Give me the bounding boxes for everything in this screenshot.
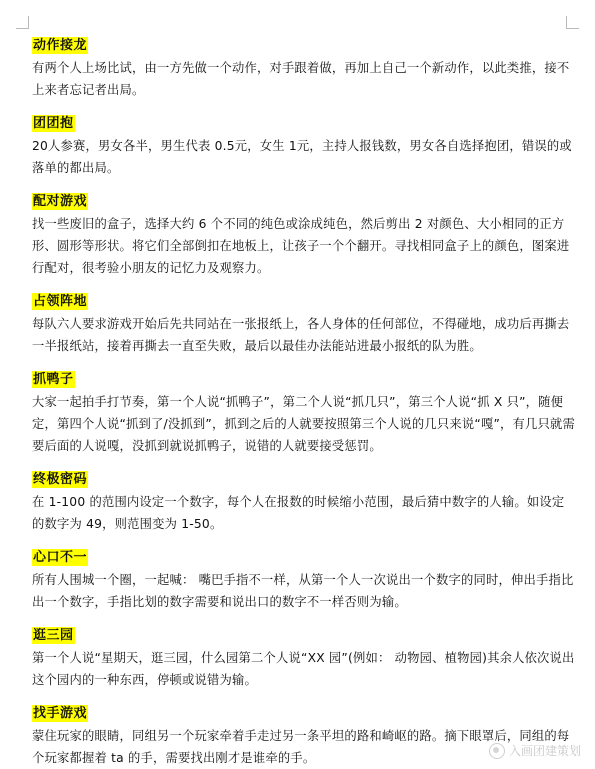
section-title: 占领阵地 [33,294,88,309]
section-body: 蒙住玩家的眼睛，同组另一个玩家牵着手走过另一条平坦的路和崎岖的路。摘下眼罩后，同组的每个玩家都握着 ta 的手，需要找出刚才是谁牵的手。 [32,729,570,765]
watermark-text: 入画团建策划 [508,744,581,758]
section-body: 大家一起拍手打节奏，第一个人说“抓鸭子”，第二个人说“抓几只”，第三个人说“抓 X 只”，随便定，第四个人说“抓到了/没抓到”，抓到之后的人就要按照第三个人说的几只来说“嘎”，有几只就需要后面的人说嘎，没抓到就说抓鸭子，说错的人就要接受惩罚。 [32,395,575,453]
section-body: 第一个人说“星期天，逛三园，什么园第二个人说“XX 园”(例如： 动物园、植物园)其余人依次说出这个园内的一种东西，停顿或说错为输。 [32,651,575,687]
weibo-logo-icon [489,743,505,759]
game-section [30,112,575,179]
section-title: 抓鸭子 [33,372,74,387]
document-content [30,34,575,769]
game-section [30,468,575,535]
section-body: 20人参赛，男女各半，男生代表 0.5元，女生 1元，主持人报钱数，男女各自选择抱团，错误的或落单的都出局。 [32,139,572,175]
section-title: 动作接龙 [33,38,88,53]
crop-mark-top-left [16,16,29,29]
game-section [30,546,575,613]
section-body: 找一些废旧的盒子，选择大约 6 个不同的纯色或涂成纯色，然后剪出 2 对颜色、大小相同的正方形、圆形等形状。将它们全部倒扣在地板上，让孩子一个个翻开。寻找相同盒子上的颜色，图案进行配对，很考验小朋友的记忆力及观察力。 [32,217,570,275]
section-title: 心口不一 [33,550,88,565]
section-body: 每队六人要求游戏开始后先共同站在一张报纸上，各人身体的任何部位，不得碰地，成功后再撕去一半报纸站，接着再撕去一直至失败，最后以最佳办法能站进最小报纸的队为胜。 [32,317,570,353]
game-section [30,290,575,357]
watermark [489,742,581,759]
section-title: 配对游戏 [33,194,88,209]
game-section [30,190,575,279]
section-title: 终极密码 [33,472,88,487]
game-section [30,368,575,457]
game-section [30,34,575,101]
section-body: 有两个人上场比试，由一方先做一个动作，对手跟着做，再加上自己一个新动作，以此类推，接不上来者忘记者出局。 [32,61,570,97]
section-body: 在 1-100 的范围内设定一个数字，每个人在报数的时候缩小范围，最后猜中数字的人输。如设定的数字为 49，则范围变为 1-50。 [32,495,565,531]
section-body: 所有人围城一个圈，一起喊： 嘴巴手指不一样，从第一个人一次说出一个数字的同时，伸出手指比出一个数字，手指比划的数字需要和说出口的数字不一样否则为输。 [32,573,574,609]
section-title: 找手游戏 [33,706,88,721]
section-title: 逛三园 [33,628,74,643]
section-title: 团团抱 [33,116,74,131]
game-section [30,624,575,691]
crop-mark-top-right [566,16,579,29]
